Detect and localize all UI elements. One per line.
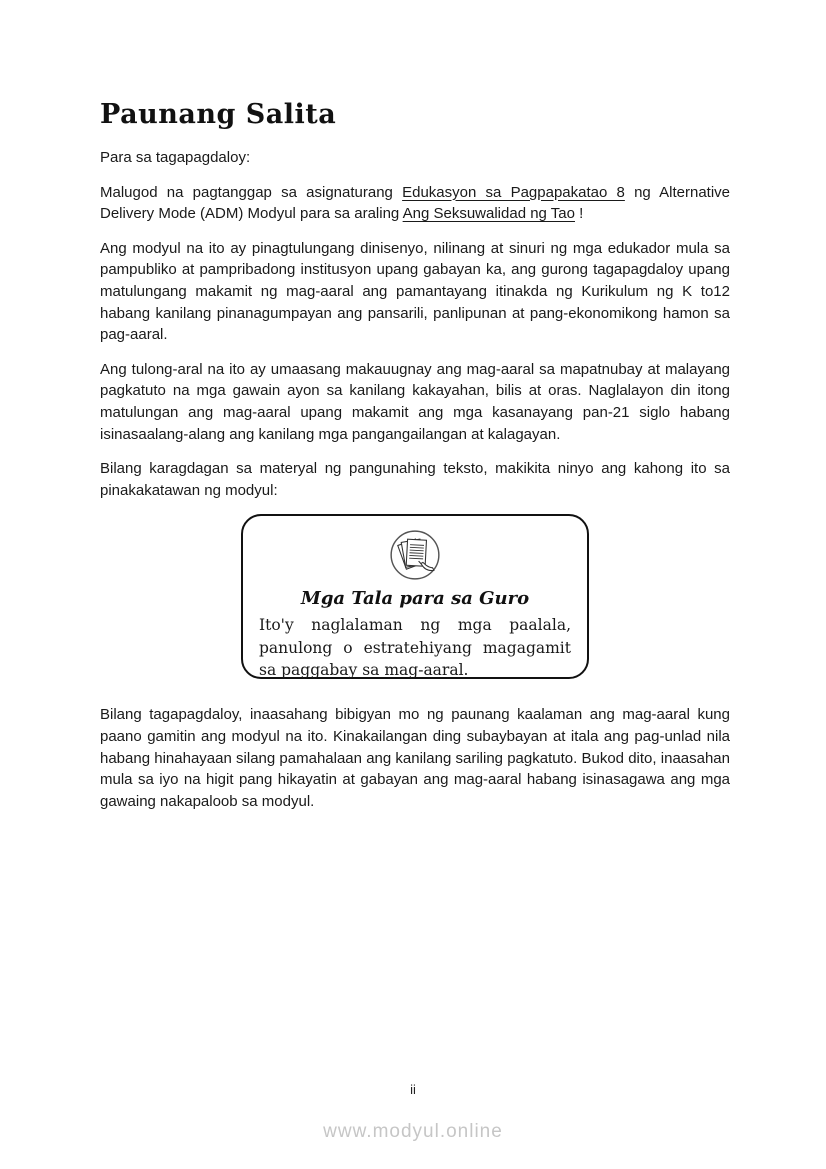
welcome-post-text: ! bbox=[574, 205, 584, 223]
welcome-paragraph bbox=[100, 182, 730, 225]
salutation-line: Para sa tagapagdaloy: bbox=[100, 149, 251, 166]
welcome-pre-text: Malugod na pagtanggap sa asignaturang bbox=[100, 183, 403, 201]
note-box-body: Ito'y naglalaman ng mga paalala, panulong o estratehiyang magagamit sa paggabay sa mag-aaral. bbox=[259, 616, 571, 680]
underlined-lesson-title: Ang Seksuwalidad ng Tao bbox=[402, 205, 575, 223]
underlined-subject-title: Edukasyon sa Pagpapakatao 8 bbox=[402, 183, 625, 201]
body-paragraph-2: Ang tulong-aral na ito ay umaasang makauugnay ang mag-aaral sa mapatnubay at malayang pagkatuto na mga gawain ayon sa kanilang kakayahan, bilis at oras. Naglalayon din itong matulungan ang mag-aaral upang makamit ang mga kasanayang pan-21 siglo habang isinasaalang-alang ang kanilang mga pangangailangan at kalagayan. bbox=[100, 360, 730, 443]
welcome-mid-text: ng Alternative Delivery Mode (ADM) Modyul para sa araling bbox=[100, 183, 731, 223]
papers-hand-icon bbox=[259, 528, 571, 582]
page-number: ii bbox=[410, 1082, 416, 1097]
teacher-note-box bbox=[241, 514, 589, 679]
page-title: Paunang Salita bbox=[100, 99, 337, 130]
body-paragraph-3: Bilang karagdagan sa materyal ng pangunahing teksto, makikita ninyo ang kahong ito sa pinakakatawan ng modyul: bbox=[100, 460, 730, 499]
body-paragraph-1: Ang modyul na ito ay pinagtulungang dinisenyo, nilinang at sinuri ng mga edukador mula sa pampubliko at pampribadong institusyon upang gabayan ka, ang gurong tagapagdaloy upang matulungang makamit ng mag-aaral ang pamantayang itinakda ng Kurikulum ng K to12 habang kanilang pinanagumpayan ang pansarili, panlipunan at pang-ekonomikong hamon sa pag-aaral. bbox=[100, 239, 730, 344]
hand-shape bbox=[421, 563, 434, 571]
body-paragraph-4: Bilang tagapagdaloy, inaasahang bibigyan mo ng paunang kaalaman ang mag-aaral kung paano gamitin ang modyul na ito. Kinakailangan ding subaybayan at itala ang pag-unlad nila habang hinahayaan silang pamahalaan ang kanilang sariling pagkatuto. Bukod dito, inaasahan mula sa iyo na higit pang hikayatin at gabayan ang mag-aaral habang isinasagawa ang mga gawaing nakapaloob sa modyul. bbox=[100, 706, 730, 810]
page-content bbox=[100, 100, 730, 825]
watermark-text: www.modyul.online bbox=[323, 1121, 503, 1142]
note-box-title: Mga Tala para sa Guro bbox=[300, 588, 530, 610]
